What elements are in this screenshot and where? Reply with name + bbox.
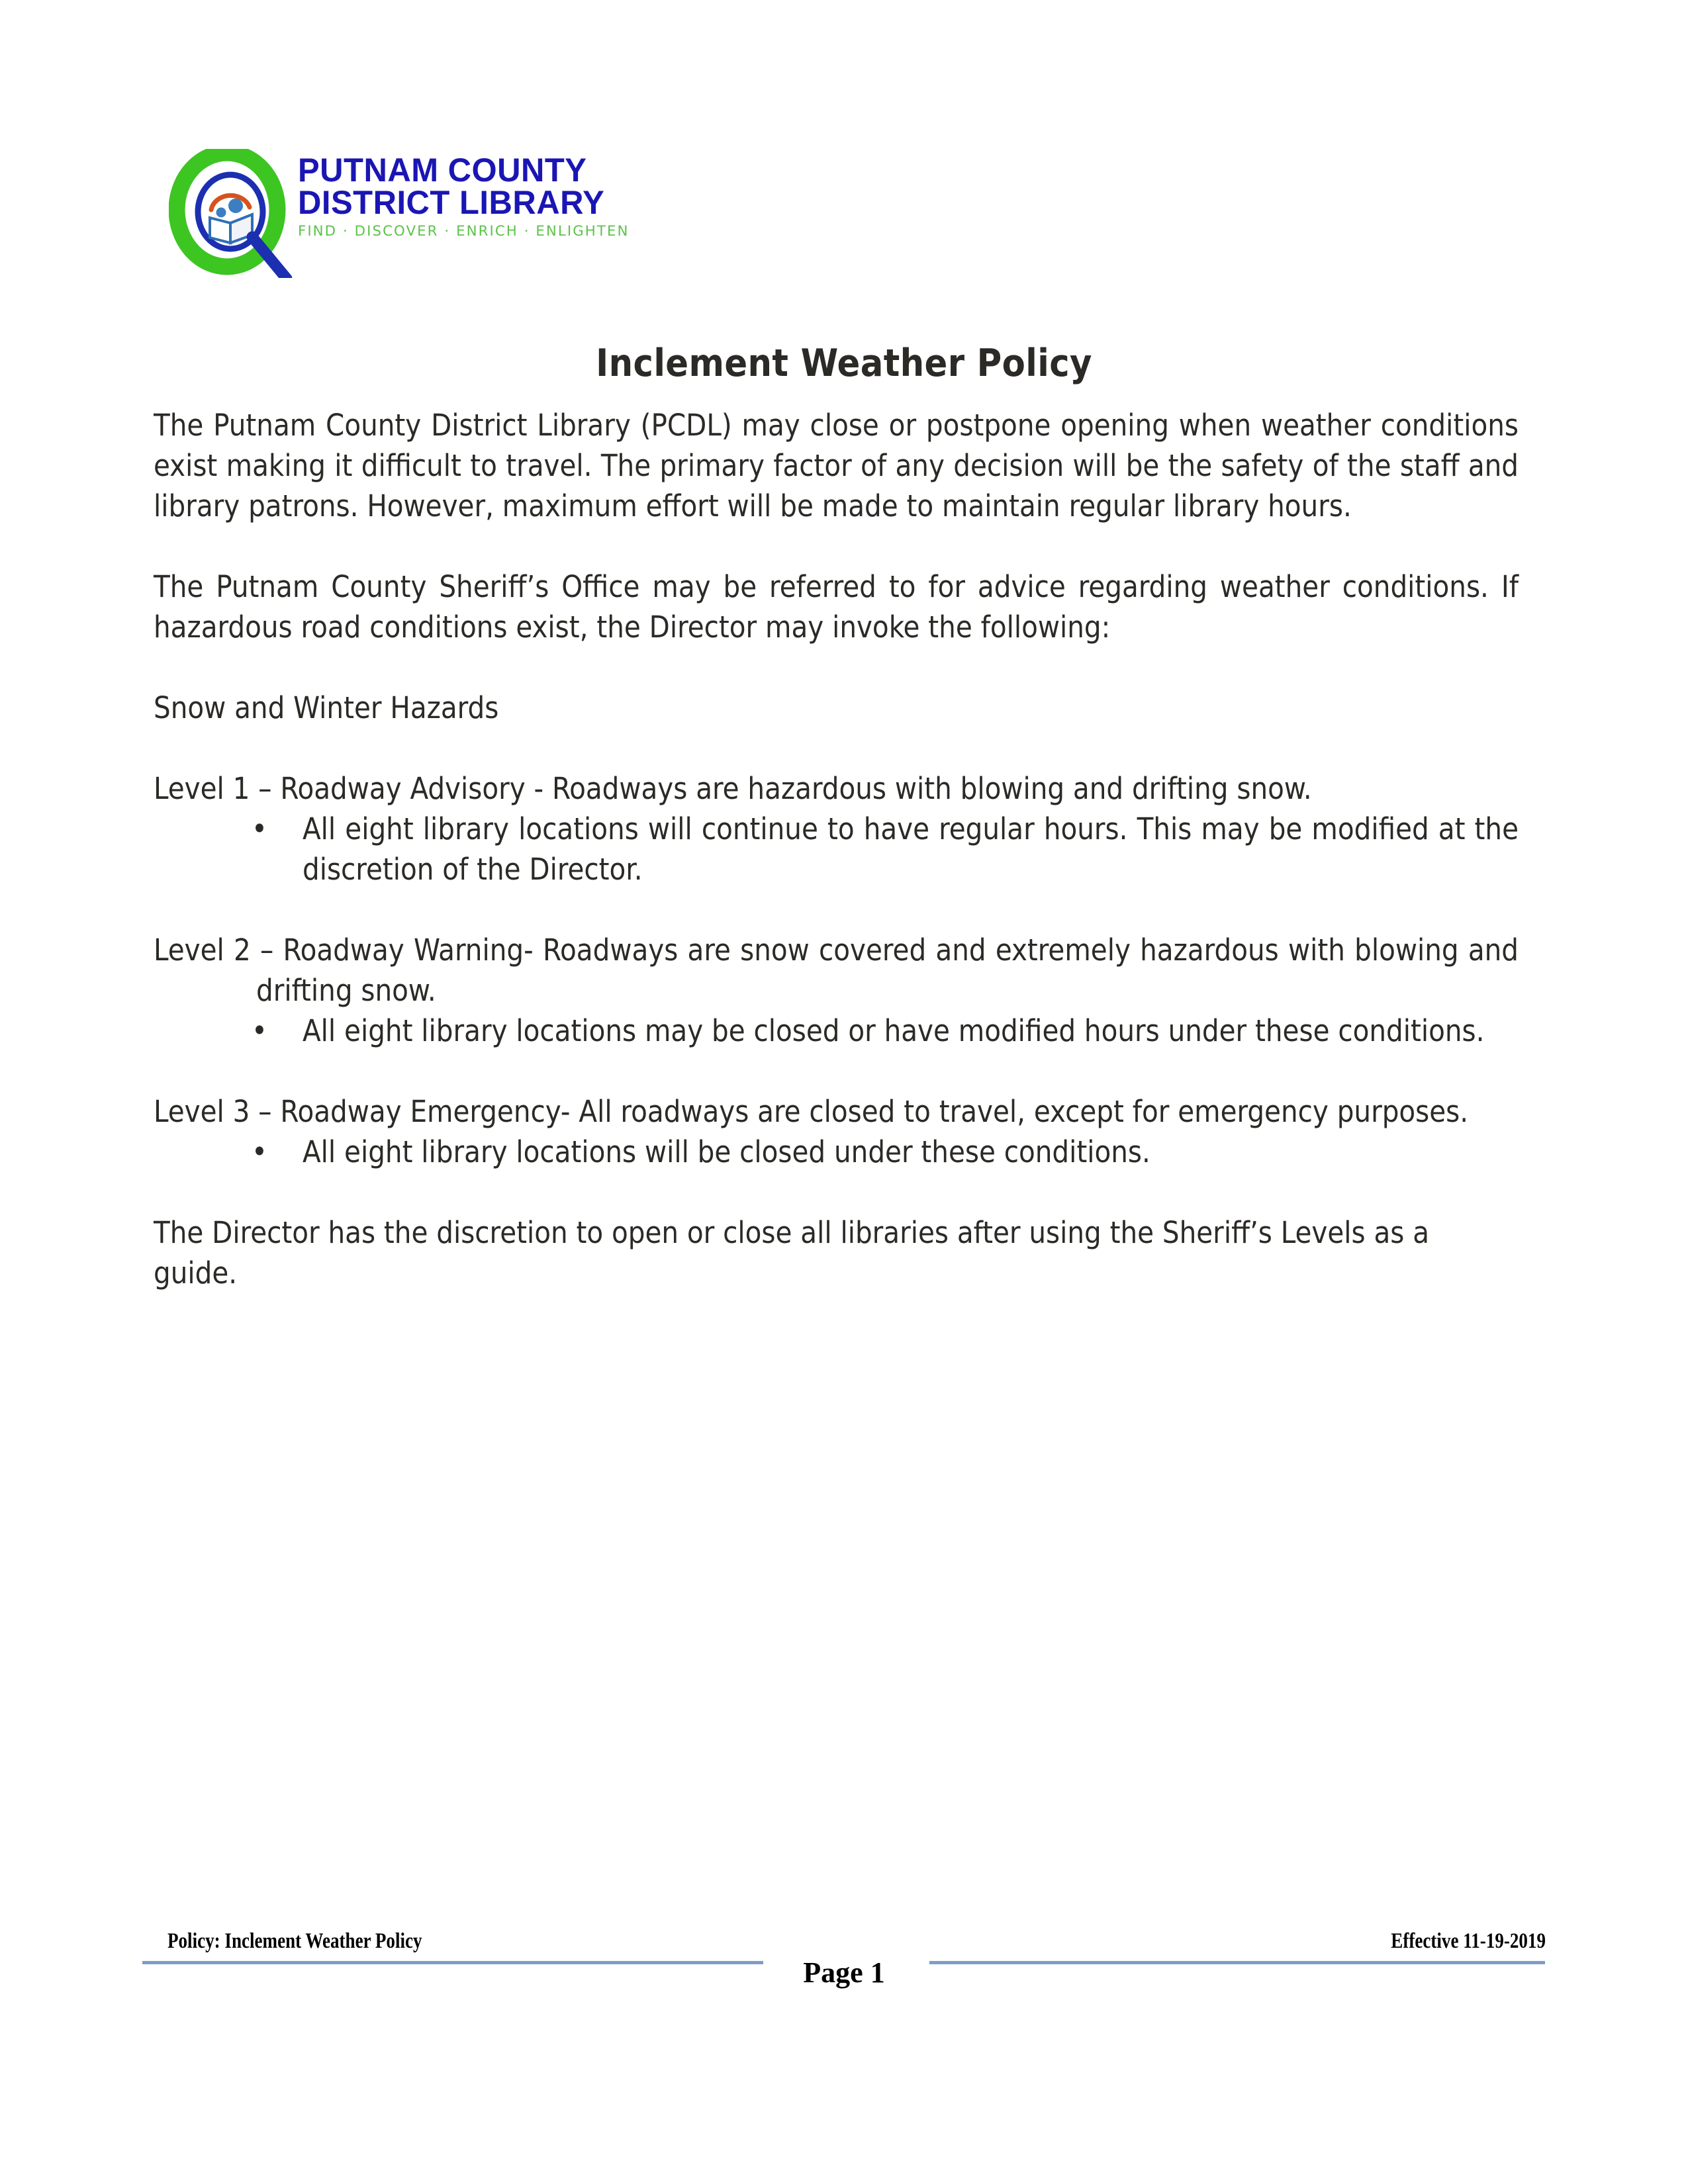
library-logo xyxy=(169,149,645,285)
paragraph-sheriff: The Putnam County Sheriff’s Office may be referred to for advice regarding weather conditions. If hazardous road conditions exist, the Director may invoke the following: xyxy=(154,569,1519,645)
document-body xyxy=(154,405,1519,1293)
spacer xyxy=(154,647,1519,688)
logo-line-1: PUTNAM COUNTY xyxy=(298,152,587,189)
section-heading-snow-winter-hazards: Snow and Winter Hazards xyxy=(154,690,499,725)
footer-policy-name: Policy: Inclement Weather Policy xyxy=(167,1929,422,1953)
spacer xyxy=(154,526,1519,567)
magnifying-glass-book-icon xyxy=(169,149,295,278)
footer-page-number: Page 1 xyxy=(803,1956,885,1989)
list-item xyxy=(154,809,1519,889)
list-item-label: All eight library locations will continue to have regular hours. This may be modified at the discretion of the Director. xyxy=(303,811,1519,887)
spacer xyxy=(154,1051,1519,1091)
footer-effective-date: Effective 11-19-2019 xyxy=(1391,1929,1546,1953)
bullet-icon: • xyxy=(252,811,267,846)
paragraph-intro: The Putnam County District Library (PCDL) may close or postpone opening when weather conditions exist making it difficult to travel. The primary factor of any decision will be the safety of the staff and library patrons. However, maximum effort will be made to maintain regular library hours. xyxy=(154,408,1519,523)
paragraph-director-discretion: The Director has the discretion to open or close all libraries after using the Sheriff’s Levels as a guide. xyxy=(154,1215,1430,1291)
level-2-bullets xyxy=(154,1011,1519,1051)
page-title: Inclement Weather Policy xyxy=(596,341,1092,386)
list-item xyxy=(154,1132,1519,1172)
spacer xyxy=(154,889,1519,930)
logo-line-2: DISTRICT LIBRARY xyxy=(298,184,605,221)
bullet-icon: • xyxy=(252,1013,267,1048)
spacer xyxy=(154,728,1519,768)
level-2-heading: Level 2 – Roadway Warning- Roadways are snow covered and extremely hazardous with blowing and drifting snow. xyxy=(154,933,1519,1008)
list-item xyxy=(154,1011,1519,1051)
library-logo-icon xyxy=(169,149,295,278)
bullet-icon: • xyxy=(252,1134,267,1169)
level-1-heading: Level 1 – Roadway Advisory - Roadways are hazardous with blowing and drifting snow. xyxy=(154,771,1312,806)
list-item-label: All eight library locations may be closed or have modified hours under these conditions. xyxy=(303,1013,1485,1048)
level-3-bullets xyxy=(154,1132,1519,1172)
library-logo-wordmark xyxy=(298,154,642,240)
spacer xyxy=(154,1172,1519,1212)
list-item-label: All eight library locations will be closed under these conditions. xyxy=(303,1134,1150,1169)
level-1-bullets xyxy=(154,809,1519,889)
level-3-heading: Level 3 – Roadway Emergency- All roadways are closed to travel, except for emergency purposes. xyxy=(154,1094,1469,1129)
logo-tagline: FIND · DISCOVER · ENRICH · ENLIGHTEN xyxy=(298,223,630,240)
